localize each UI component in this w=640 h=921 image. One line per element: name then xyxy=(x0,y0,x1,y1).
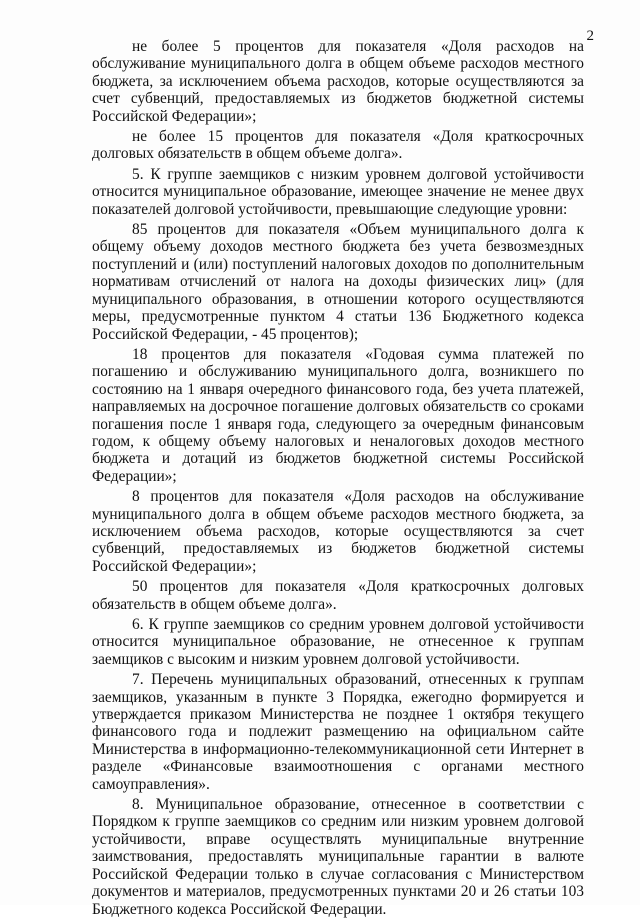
paragraph: 7. Перечень муниципальных образований, отнесенных к группам заемщиков, указанным в пункте 3 Порядка, ежегодно формируется и утверждается приказом Министерства не позднее 1 октября текущего финансового года и подлежит размещению на официальном сайте Министерства в информационно-телекоммуникационной сети Интернет в разделе «Финансовые взаимоотношения с органами местного самоуправления». xyxy=(92,671,584,793)
paragraph: 5. К группе заемщиков с низким уровнем долговой устойчивости относится муниципальное образование, имеющее значение не менее двух показателей долговой устойчивости, превышающие следующие уровни: xyxy=(92,165,584,218)
paragraph: 6. К группе заемщиков со средним уровнем долговой устойчивости относится муниципальное образование, не отнесенное к группам заемщиков с высоким и низким уровнем долговой устойчивости. xyxy=(92,616,584,668)
paragraph: 18 процентов для показателя «Годовая сумма платежей по погашению и обслуживанию муниципального долга, возникшего по состоянию на 1 января очередного финансового года, без учета платежей, направляемых на досрочное погашение долговых обязательств со сроками погашения после 1 января года, следующего за очередным финансовым годом, к общему объему налоговых и неналоговых доходов местного бюджета и дотаций из бюджетов бюджетной системы Российской Федерации»; xyxy=(92,345,584,485)
paragraph: 8 процентов для показателя «Доля расходов на обслуживание муниципального долга в общем объеме расходов местного бюджета, за исключением объема расходов, которые осуществляются за счет субвенций, предоставляемых из бюджетов бюджетной системы Российской Федерации»; xyxy=(92,488,584,575)
document-body xyxy=(92,38,584,921)
paragraph: 8. Муниципальное образование, отнесенное в соответствии с Порядком к группе заемщиков со средним или низким уровнем долговой устойчивости, вправе осуществлять муниципальные внутренние заимствования, предоставлять муниципальные гарантии в валюте Российской Федерации только в случае согласования с Министерством документов и материалов, предусмотренных пунктами 20 и 26 статьи 103 Бюджетного кодекса Российской Федерации. xyxy=(92,796,584,918)
paragraph: не более 15 процентов для показателя «Доля краткосрочных долговых обязательств в общем объеме долга». xyxy=(92,128,584,163)
page-number: 2 xyxy=(586,28,594,44)
paragraph: не более 5 процентов для показателя «Доля расходов на обслуживание муниципального долга в общем объеме расходов местного бюджета, за исключением объема расходов, которые осуществляются за счет субвенций, предоставляемых из бюджетов бюджетной системы Российской Федерации»; xyxy=(92,38,584,125)
paragraph: 85 процентов для показателя «Объем муниципального долга к общему объему доходов местного бюджета без учета безвозмездных поступлений и (или) поступлений налоговых доходов по дополнительным нормативам отчислений от налога на доходы физических лиц» (для муниципального образования, в отношении которого осуществляются меры, предусмотренные пунктом 4 статьи 136 Бюджетного кодекса Российской Федерации, - 45 процентов); xyxy=(92,221,584,343)
paragraph: 50 процентов для показателя «Доля краткосрочных долговых обязательств в общем объеме долга». xyxy=(92,578,584,613)
